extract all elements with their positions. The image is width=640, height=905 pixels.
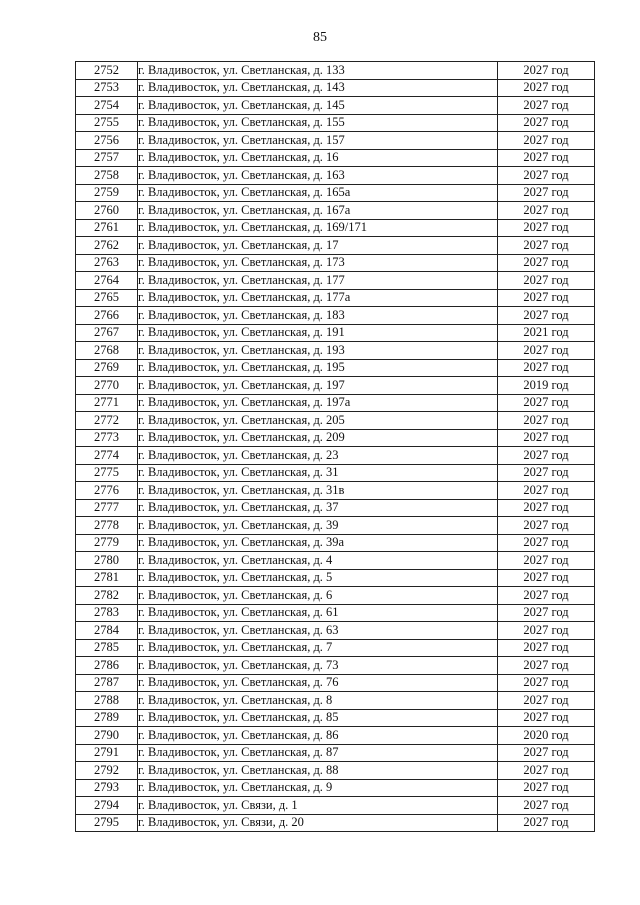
register-table-body xyxy=(76,62,595,832)
table-row xyxy=(76,779,595,797)
address-cell: г. Владивосток, ул. Светланская, д. 143 xyxy=(138,79,498,97)
year-cell: 2027 год xyxy=(498,587,595,605)
year-cell: 2027 год xyxy=(498,254,595,272)
year-cell: 2027 год xyxy=(498,184,595,202)
address-cell: г. Владивосток, ул. Светланская, д. 16 xyxy=(138,149,498,167)
table-row xyxy=(76,307,595,325)
year-cell: 2027 год xyxy=(498,114,595,132)
table-row xyxy=(76,62,595,80)
row-number-cell: 2782 xyxy=(76,587,138,605)
year-cell: 2027 год xyxy=(498,639,595,657)
address-cell: г. Владивосток, ул. Светланская, д. 177 xyxy=(138,272,498,290)
year-cell: 2027 год xyxy=(498,62,595,80)
table-row xyxy=(76,482,595,500)
year-cell: 2027 год xyxy=(498,79,595,97)
year-cell: 2027 год xyxy=(498,482,595,500)
address-cell: г. Владивосток, ул. Светланская, д. 165а xyxy=(138,184,498,202)
row-number-cell: 2770 xyxy=(76,377,138,395)
row-number-cell: 2792 xyxy=(76,762,138,780)
row-number-cell: 2758 xyxy=(76,167,138,185)
table-row xyxy=(76,202,595,220)
row-number-cell: 2753 xyxy=(76,79,138,97)
row-number-cell: 2769 xyxy=(76,359,138,377)
year-cell: 2027 год xyxy=(498,552,595,570)
year-cell: 2027 год xyxy=(498,517,595,535)
year-cell: 2027 год xyxy=(498,289,595,307)
row-number-cell: 2788 xyxy=(76,692,138,710)
table-row xyxy=(76,272,595,290)
year-cell: 2027 год xyxy=(498,219,595,237)
table-row xyxy=(76,569,595,587)
table-row xyxy=(76,167,595,185)
row-number-cell: 2781 xyxy=(76,569,138,587)
page-number: 85 xyxy=(313,30,327,45)
row-number-cell: 2754 xyxy=(76,97,138,115)
row-number-cell: 2780 xyxy=(76,552,138,570)
table-row xyxy=(76,97,595,115)
row-number-cell: 2776 xyxy=(76,482,138,500)
address-cell: г. Владивосток, ул. Светланская, д. 39а xyxy=(138,534,498,552)
year-cell: 2027 год xyxy=(498,447,595,465)
table-row xyxy=(76,237,595,255)
row-number-cell: 2759 xyxy=(76,184,138,202)
table-row xyxy=(76,429,595,447)
year-cell: 2027 год xyxy=(498,237,595,255)
row-number-cell: 2793 xyxy=(76,779,138,797)
year-cell: 2027 год xyxy=(498,307,595,325)
table-row xyxy=(76,692,595,710)
table-row xyxy=(76,674,595,692)
row-number-cell: 2752 xyxy=(76,62,138,80)
table-row xyxy=(76,289,595,307)
table-row xyxy=(76,534,595,552)
address-cell: г. Владивосток, ул. Светланская, д. 8 xyxy=(138,692,498,710)
address-cell: г. Владивосток, ул. Светланская, д. 177а xyxy=(138,289,498,307)
address-cell: г. Владивосток, ул. Светланская, д. 191 xyxy=(138,324,498,342)
address-cell: г. Владивосток, ул. Светланская, д. 169/171 xyxy=(138,219,498,237)
row-number-cell: 2768 xyxy=(76,342,138,360)
address-cell: г. Владивосток, ул. Светланская, д. 157 xyxy=(138,132,498,150)
address-cell: г. Владивосток, ул. Светланская, д. 209 xyxy=(138,429,498,447)
table-row xyxy=(76,604,595,622)
table-row xyxy=(76,324,595,342)
year-cell: 2027 год xyxy=(498,674,595,692)
address-cell: г. Владивосток, ул. Светланская, д. 61 xyxy=(138,604,498,622)
table-row xyxy=(76,814,595,832)
row-number-cell: 2774 xyxy=(76,447,138,465)
year-cell: 2027 год xyxy=(498,762,595,780)
address-cell: г. Владивосток, ул. Светланская, д. 167а xyxy=(138,202,498,220)
table-row xyxy=(76,709,595,727)
table-row xyxy=(76,342,595,360)
address-cell: г. Владивосток, ул. Светланская, д. 205 xyxy=(138,412,498,430)
address-cell: г. Владивосток, ул. Светланская, д. 31 xyxy=(138,464,498,482)
address-cell: г. Владивосток, ул. Светланская, д. 195 xyxy=(138,359,498,377)
row-number-cell: 2789 xyxy=(76,709,138,727)
year-cell: 2027 год xyxy=(498,149,595,167)
address-cell: г. Владивосток, ул. Светланская, д. 7 xyxy=(138,639,498,657)
table-row xyxy=(76,464,595,482)
year-cell: 2027 год xyxy=(498,412,595,430)
row-number-cell: 2783 xyxy=(76,604,138,622)
address-cell: г. Владивосток, ул. Светланская, д. 197 xyxy=(138,377,498,395)
year-cell: 2027 год xyxy=(498,657,595,675)
address-cell: г. Владивосток, ул. Светланская, д. 183 xyxy=(138,307,498,325)
table-row xyxy=(76,622,595,640)
table-row xyxy=(76,254,595,272)
row-number-cell: 2794 xyxy=(76,797,138,815)
year-cell: 2027 год xyxy=(498,464,595,482)
address-cell: г. Владивосток, ул. Светланская, д. 197а xyxy=(138,394,498,412)
address-cell: г. Владивосток, ул. Светланская, д. 88 xyxy=(138,762,498,780)
address-cell: г. Владивосток, ул. Светланская, д. 6 xyxy=(138,587,498,605)
table-row xyxy=(76,657,595,675)
year-cell: 2027 год xyxy=(498,342,595,360)
row-number-cell: 2756 xyxy=(76,132,138,150)
year-cell: 2027 год xyxy=(498,569,595,587)
year-cell: 2027 год xyxy=(498,534,595,552)
address-cell: г. Владивосток, ул. Светланская, д. 173 xyxy=(138,254,498,272)
table-row xyxy=(76,114,595,132)
row-number-cell: 2785 xyxy=(76,639,138,657)
row-number-cell: 2763 xyxy=(76,254,138,272)
address-cell: г. Владивосток, ул. Светланская, д. 4 xyxy=(138,552,498,570)
row-number-cell: 2773 xyxy=(76,429,138,447)
table-row xyxy=(76,149,595,167)
table-row xyxy=(76,377,595,395)
row-number-cell: 2764 xyxy=(76,272,138,290)
table-row xyxy=(76,517,595,535)
address-cell: г. Владивосток, ул. Светланская, д. 155 xyxy=(138,114,498,132)
row-number-cell: 2778 xyxy=(76,517,138,535)
row-number-cell: 2786 xyxy=(76,657,138,675)
housing-register-table xyxy=(75,61,595,832)
row-number-cell: 2760 xyxy=(76,202,138,220)
row-number-cell: 2766 xyxy=(76,307,138,325)
row-number-cell: 2779 xyxy=(76,534,138,552)
row-number-cell: 2790 xyxy=(76,727,138,745)
row-number-cell: 2762 xyxy=(76,237,138,255)
year-cell: 2027 год xyxy=(498,779,595,797)
address-cell: г. Владивосток, ул. Светланская, д. 17 xyxy=(138,237,498,255)
row-number-cell: 2755 xyxy=(76,114,138,132)
address-cell: г. Владивосток, ул. Светланская, д. 73 xyxy=(138,657,498,675)
address-cell: г. Владивосток, ул. Светланская, д. 163 xyxy=(138,167,498,185)
year-cell: 2027 год xyxy=(498,797,595,815)
year-cell: 2027 год xyxy=(498,97,595,115)
address-cell: г. Владивосток, ул. Светланская, д. 133 xyxy=(138,62,498,80)
year-cell: 2021 год xyxy=(498,324,595,342)
table-row xyxy=(76,587,595,605)
address-cell: г. Владивосток, ул. Светланская, д. 87 xyxy=(138,744,498,762)
year-cell: 2027 год xyxy=(498,202,595,220)
table-row xyxy=(76,552,595,570)
row-number-cell: 2757 xyxy=(76,149,138,167)
address-cell: г. Владивосток, ул. Светланская, д. 5 xyxy=(138,569,498,587)
row-number-cell: 2787 xyxy=(76,674,138,692)
address-cell: г. Владивосток, ул. Светланская, д. 145 xyxy=(138,97,498,115)
year-cell: 2027 год xyxy=(498,132,595,150)
year-cell: 2027 год xyxy=(498,744,595,762)
table-row xyxy=(76,219,595,237)
year-cell: 2027 год xyxy=(498,272,595,290)
address-cell: г. Владивосток, ул. Светланская, д. 31в xyxy=(138,482,498,500)
table-row xyxy=(76,412,595,430)
address-cell: г. Владивосток, ул. Светланская, д. 23 xyxy=(138,447,498,465)
row-number-cell: 2771 xyxy=(76,394,138,412)
table-row xyxy=(76,727,595,745)
address-cell: г. Владивосток, ул. Светланская, д. 85 xyxy=(138,709,498,727)
address-cell: г. Владивосток, ул. Связи, д. 20 xyxy=(138,814,498,832)
table-row xyxy=(76,359,595,377)
year-cell: 2027 год xyxy=(498,622,595,640)
table-row xyxy=(76,797,595,815)
year-cell: 2027 год xyxy=(498,604,595,622)
row-number-cell: 2784 xyxy=(76,622,138,640)
row-number-cell: 2795 xyxy=(76,814,138,832)
year-cell: 2027 год xyxy=(498,359,595,377)
table-row xyxy=(76,499,595,517)
address-cell: г. Владивосток, ул. Светланская, д. 39 xyxy=(138,517,498,535)
row-number-cell: 2791 xyxy=(76,744,138,762)
table-row xyxy=(76,762,595,780)
address-cell: г. Владивосток, ул. Светланская, д. 9 xyxy=(138,779,498,797)
table-row xyxy=(76,79,595,97)
year-cell: 2027 год xyxy=(498,167,595,185)
address-cell: г. Владивосток, ул. Светланская, д. 86 xyxy=(138,727,498,745)
year-cell: 2027 год xyxy=(498,394,595,412)
address-cell: г. Владивосток, ул. Светланская, д. 37 xyxy=(138,499,498,517)
address-cell: г. Владивосток, ул. Светланская, д. 193 xyxy=(138,342,498,360)
address-cell: г. Владивосток, ул. Связи, д. 1 xyxy=(138,797,498,815)
row-number-cell: 2761 xyxy=(76,219,138,237)
year-cell: 2027 год xyxy=(498,429,595,447)
row-number-cell: 2767 xyxy=(76,324,138,342)
year-cell: 2027 год xyxy=(498,814,595,832)
table-row xyxy=(76,184,595,202)
row-number-cell: 2775 xyxy=(76,464,138,482)
table-row xyxy=(76,447,595,465)
address-cell: г. Владивосток, ул. Светланская, д. 63 xyxy=(138,622,498,640)
row-number-cell: 2765 xyxy=(76,289,138,307)
address-cell: г. Владивосток, ул. Светланская, д. 76 xyxy=(138,674,498,692)
table-row xyxy=(76,394,595,412)
table-row xyxy=(76,639,595,657)
year-cell: 2019 год xyxy=(498,377,595,395)
year-cell: 2027 год xyxy=(498,499,595,517)
year-cell: 2027 год xyxy=(498,709,595,727)
year-cell: 2020 год xyxy=(498,727,595,745)
table-row xyxy=(76,132,595,150)
row-number-cell: 2772 xyxy=(76,412,138,430)
row-number-cell: 2777 xyxy=(76,499,138,517)
year-cell: 2027 год xyxy=(498,692,595,710)
table-row xyxy=(76,744,595,762)
